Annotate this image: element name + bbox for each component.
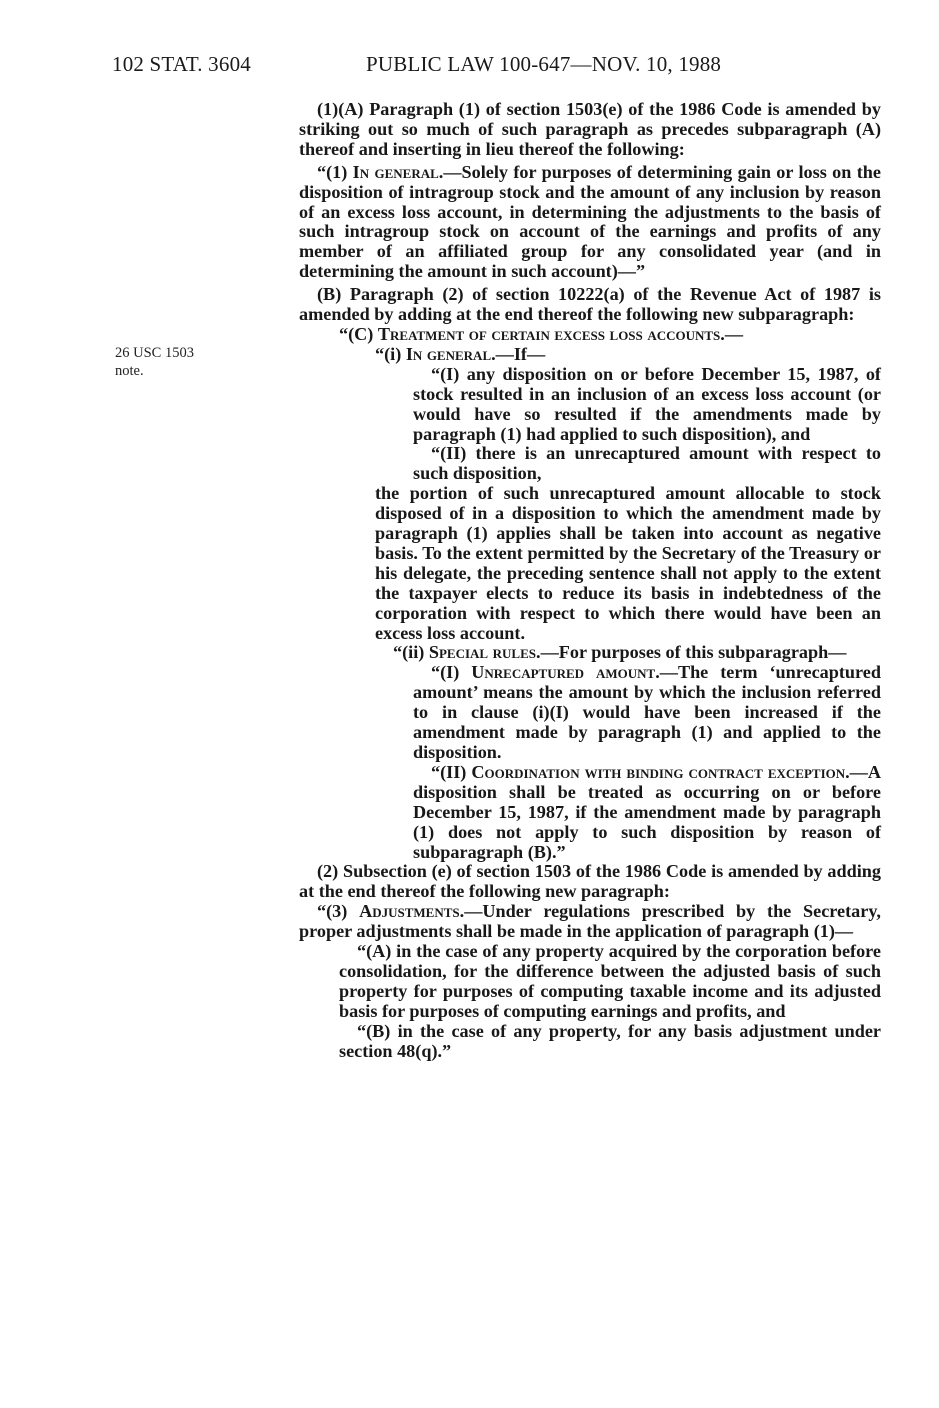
heading: In general bbox=[405, 343, 492, 364]
paragraph-2: (2) Subsection (e) of section 1503 of the 1986 Code is amended by adding at the end thereof the following new paragraph: bbox=[299, 861, 881, 902]
heading: Special rules bbox=[428, 642, 537, 663]
text: .—Under regulations prescribed by the Secretary, proper adjustments shall be made in the application of paragraph (1)— bbox=[299, 901, 881, 942]
lead: “(ii) bbox=[393, 642, 429, 663]
page-header bbox=[0, 52, 939, 82]
text: .—If— bbox=[491, 343, 546, 364]
lead: “(3) bbox=[317, 901, 360, 922]
paragraph-1-a: (1)(A) Paragraph (1) of section 1503(e) of the 1986 Code is amended by striking out so much of such paragraph as precedes subparagraph (A) thereof and inserting in lieu thereof the following: bbox=[299, 99, 881, 159]
margin-citation-line: note. bbox=[115, 363, 144, 379]
flush-text: the portion of such unrecaptured amount allocable to stock disposed of in a disposition to which the amendment made by paragraph (1) applies shall be taken into account as negative basis. To the extent permitted by the Secretary of the Treasury or his delegate, the preceding sentence shall not apply to the extent the taxpayer elects to reduce its basis in indebtedness of the corporation with respect to which there would have been an excess loss account. bbox=[375, 483, 881, 643]
subparagraph-a: “(A) in the case of any property acquired by the corporation before consolidation, for the difference between the adjusted basis of such property for purposes of computing taxable income and its adjusted basis for purposes of computing earnings and profits, and bbox=[339, 941, 881, 1021]
clause-ii-heading bbox=[375, 643, 881, 663]
law-title: PUBLIC LAW 100-647—NOV. 10, 1988 bbox=[366, 52, 722, 76]
margin-citation-line: 26 USC 1503 bbox=[115, 345, 194, 361]
text: .—A disposition shall be treated as occurring on or before December 15, 1987, if the amendment made by paragraph (1) does not apply to such disposition by reason of subparagraph (B).” bbox=[413, 761, 881, 862]
statute-text bbox=[299, 100, 881, 1062]
subparagraph-c-heading bbox=[339, 325, 881, 345]
lead: “(1) bbox=[317, 161, 353, 182]
paragraph-1-b: (B) Paragraph (2) of section 10222(a) of the Revenue Act of 1987 is amended by adding at the end thereof the following new subparagraph: bbox=[299, 284, 881, 325]
subclause-coordination bbox=[413, 763, 881, 863]
heading: Coordination with binding contract exception bbox=[471, 761, 846, 782]
text: .—The term ‘unrecaptured amount’ means the amount by which the inclusion referred to in clause (i)(I) would have been increased if the amendment made by paragraph (1) and applied to the disposition. bbox=[413, 662, 881, 762]
heading: Treatment of certain excess loss accounts bbox=[377, 323, 721, 344]
clause-i-heading bbox=[375, 345, 881, 365]
lead: “(C) bbox=[339, 323, 378, 344]
subparagraph-b: “(B) in the case of any property, for any basis adjustment under section 48(q).” bbox=[339, 1020, 881, 1061]
margin-citation bbox=[115, 344, 265, 380]
heading: Unrecaptured amount bbox=[471, 662, 656, 683]
lead: “(I) bbox=[431, 662, 472, 683]
heading: Adjustments bbox=[359, 901, 460, 922]
lead: “(II) bbox=[431, 761, 472, 782]
lead: “(i) bbox=[375, 343, 406, 364]
subclause-i: “(I) any disposition on or before December 15, 1987, of stock resulted in an inclusion of an excess loss account (or would have so resulted if the amendments made by paragraph (1) had applied to such disposition), and bbox=[413, 363, 881, 444]
page-reference: 102 STAT. 3604 bbox=[112, 52, 251, 76]
heading: In general bbox=[352, 161, 439, 182]
text: .— bbox=[720, 323, 744, 344]
paragraph-in-general bbox=[299, 163, 881, 282]
subclause-ii: “(II) there is an unrecaptured amount with respect to such disposition, bbox=[413, 443, 881, 484]
paragraph-adjustments bbox=[299, 902, 881, 942]
subclause-unrecaptured-amount bbox=[413, 663, 881, 763]
text: .—For purposes of this subparagraph— bbox=[536, 642, 847, 663]
text: .—Solely for purposes of determining gain or loss on the disposition of intragroup stock and the amount of any inclusion by reason of an excess loss account, in determining the adjustments to the basis of such intragroup stock on account of the earnings and profits of any member of an affiliated group for any consolidated year (and in determining the amount in such account)—” bbox=[299, 161, 881, 282]
